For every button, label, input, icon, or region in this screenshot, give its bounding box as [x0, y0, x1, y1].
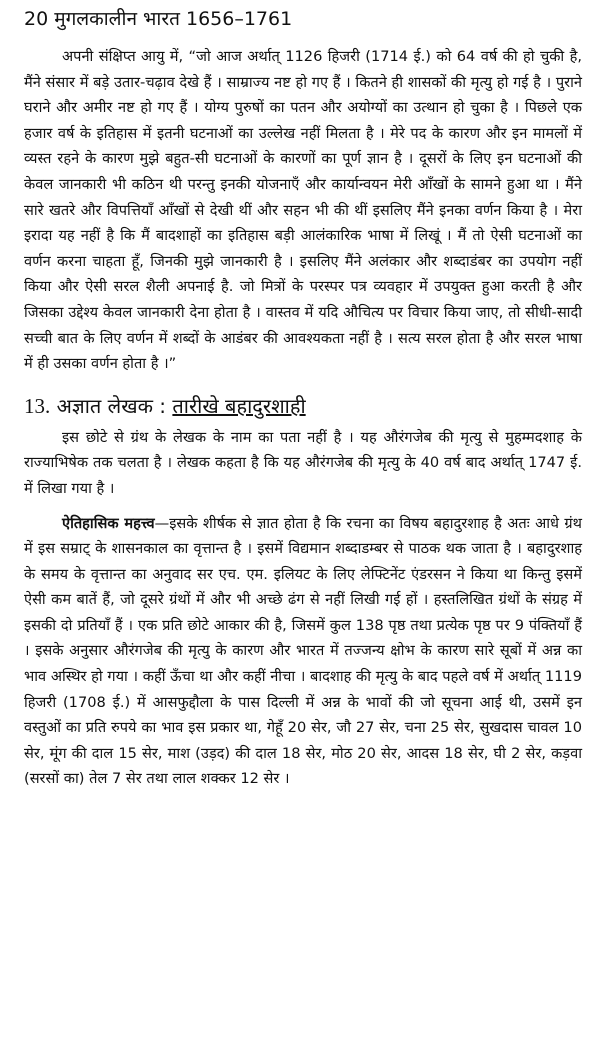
intro-paragraph: इस छोटे से ग्रंथ के लेखक के नाम का पता नहीं है । यह औरंगजेब की मृत्यु से मुहम्मदशाह के राज्याभिषेक तक चलता है । लेखक कहता है कि यह औरंगजेब की मृत्यु के 40 वर्ष बाद अर्थात् 1747 ई. में लिखा गया है ।	[24, 428, 582, 497]
section-title-underlined: तारीखे बहादुरशाही	[172, 393, 306, 418]
running-header: 20 मुगलकालीन भारत 1656–1761	[24, 8, 293, 30]
quote-paragraph: अपनी संक्षिप्त आयु में, “जो आज अर्थात् 1126 हिजरी (1714 ई.) को 64 वर्ष की हो चुकी है, मैंने संसार में बड़े उतार-चढ़ाव देखे हैं । साम्राज्य नष्ट हो गए हैं । कितने ही शासकों की मृत्यु हो गई है । पुराने घराने और अमीर नष्ट हो गए हैं । योग्य पुरुषों का पतन और अयोग्यों का उत्थान हो चुका है । पिछले एक हजार वर्ष के इतिहास में इतनी घटनाओं का उल्लेख नहीं मिलता है । मेरे पद के कारण और इन मामलों में व्यस्त रहने के कारण मुझे बहुत-सी घटनाओं के कारणों का पूर्ण ज्ञान है । दूसरों के लिए इन घटनाओं की केवल जानकारी भी कठिन थी परन्तु इनकी योजनाएँ और कार्यान्वयन मेरी आँखों के सामने हुआ था । मैंने सारे खतरे और विपत्तियाँ आँखों से देखी थीं और सहन भी की थीं इसलिए मैंने इनका वर्णन किया है । मेरा इरादा यह नहीं है कि मैं बादशाहों का इतिहास बड़ी आलंकारिक भाषा में लिखूं । मैं तो ऐसी घटनाओं का वर्णन करना चाहता हूँ, जिनकी मुझे जानकारी है । इसलिए मैंने अलंकार और शब्दाडंबर का उपयोग नहीं किया और ऐसी सरल शैली अपनाई है. जो मित्रों के परस्पर पत्र व्यवहार में उपयुक्त हुआ करती है और जिसका उद्देश्य केवल जानकारी देना होता है । वास्तव में यदि औचित्य पर विचार किया जाए, तो सीधी-सादी सच्ची बात के लिए वर्णन में शब्दों के आडंबर की आवश्यकता नहीं है । सत्य सरल होता है और सरल भाषा में ही उसका वर्णन होता है ।”	[24, 48, 582, 373]
importance-paragraph	[24, 511, 582, 793]
section-number: 13.	[24, 393, 51, 418]
section-title-plain: अज्ञात लेखक :	[56, 393, 173, 418]
paragraph-gap	[24, 502, 582, 511]
importance-text: —इसके शीर्षक से ज्ञात होता है कि रचना का विषय बहादुरशाह है अतः आधे ग्रंथ में इस सम्राट् के शासनकाल का वृत्तान्त है । इसमें विद्यमान शब्दाडम्बर से पाठक थक जाता है । बहादुरशाह के समय के वृत्तान्त का अनुवाद सर एच. एम. इलियट के लिए लेफ्टिनेंट एंडरसन ने किया था किन्तु इसमें ऐसी कम बातें हैं, जो दूसरे ग्रंथों में और भी अच्छे ढंग से नहीं लिखी गई हों । हस्तलिखित ग्रंथों के संग्रह में इसकी दो प्रतियाँ हैं । एक प्रति छोटे आकार की है, जिसमें कुल 138 पृष्ठ तथा प्रत्येक पृष्ठ पर 9 पंक्तियाँ हैं । इसके अनुसार औरंगजेब की मृत्यु के कारण और भारत में तज्जन्य क्षोभ के कारण सारे सूबों में अन्न का भाव अस्थिर हो गया । कहीं ऊँचा था और कहीं नीचा । बादशाह की मृत्यु के बाद पहले वर्ष में अर्थात् 1119 हिजरी (1708 ई.) में आसफुद्दौला के पास दिल्ली में अन्न के भावों की जो सूचना आई थी, उसमें इन वस्तुओं का प्रति रुपये का भाव इस प्रकार था, गेहूँ 20 सेर, जौ 27 सेर, चना 25 सेर, सुखदास चावल 10 सेर, मूंग की दाल 15 सेर, माश (उड़द) की दाल 18 सेर, मोठ 20 सेर, आदस 18 सेर, घी 2 सेर, कड़वा (सरसों का) तेल 7 सेर तथा लाल शक्कर 12 सेर ।	[24, 514, 582, 788]
section-heading	[24, 392, 582, 420]
importance-lead: ऐतिहासिक महत्त्व	[62, 514, 155, 532]
